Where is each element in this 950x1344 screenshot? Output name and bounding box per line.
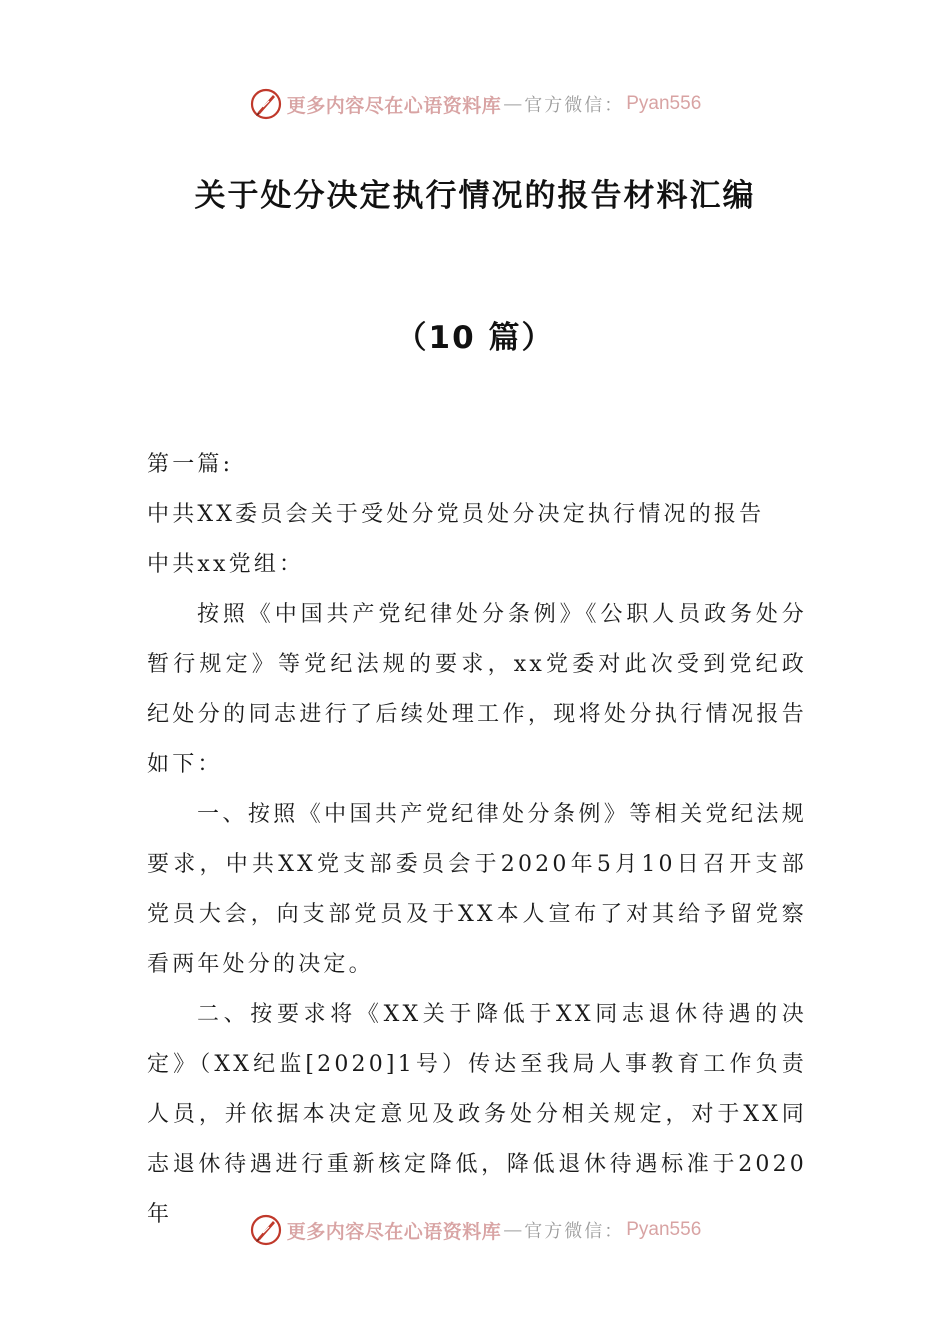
banner-brand-text: 更多内容尽在心语资料库 bbox=[286, 94, 502, 117]
document-title: 关于处分决定执行情况的报告材料汇编 bbox=[194, 178, 756, 214]
section-label: 第一篇: bbox=[147, 452, 234, 477]
quill-logo-icon bbox=[249, 1213, 283, 1247]
footer-brand-text: 更多内容尽在心语资料库 bbox=[286, 1220, 502, 1243]
footer-banner bbox=[0, 1210, 950, 1250]
document-body bbox=[147, 440, 807, 1240]
report-title: 中共XX委员会关于受处分党员处分决定执行情况的报告 bbox=[147, 502, 765, 527]
quill-logo-icon bbox=[249, 87, 283, 121]
banner-official-label: 官方微信： bbox=[524, 95, 625, 116]
salutation: 中共xx党组： bbox=[147, 552, 305, 577]
footer-separator: — bbox=[503, 1219, 523, 1241]
banner-wechat-id: Pyan556 bbox=[626, 93, 702, 114]
header-banner bbox=[0, 84, 950, 124]
paragraph-item-1: 一、按照《中国共产党纪律处分条例》等相关党纪法规要求，中共XX党支部委员会于2020年5月10日召开支部党员大会，向支部党员及于XX本人宣布了对其给予留党察看两年处分的决定。 bbox=[147, 802, 807, 977]
banner-separator: — bbox=[503, 93, 523, 115]
paragraph-intro: 按照《中国共产党纪律处分条例》《公职人员政务处分暂行规定》等党纪法规的要求，xx党委对此次受到党纪政纪处分的同志进行了后续处理工作，现将处分执行情况报告如下： bbox=[147, 602, 807, 777]
paragraph-item-2: 二、按要求将《XX关于降低于XX同志退休待遇的决定》（XX纪监[2020]1号）传达至我局人事教育工作负责人员，并依据本决定意见及政务处分相关规定，对于XX同志退休待遇进行重新核定降低，降低退休待遇标准于2020年 bbox=[147, 1002, 807, 1227]
footer-official-label: 官方微信： bbox=[524, 1221, 625, 1242]
footer-wechat-id: Pyan556 bbox=[626, 1219, 702, 1240]
document-subtitle: （10 篇） bbox=[395, 320, 555, 356]
